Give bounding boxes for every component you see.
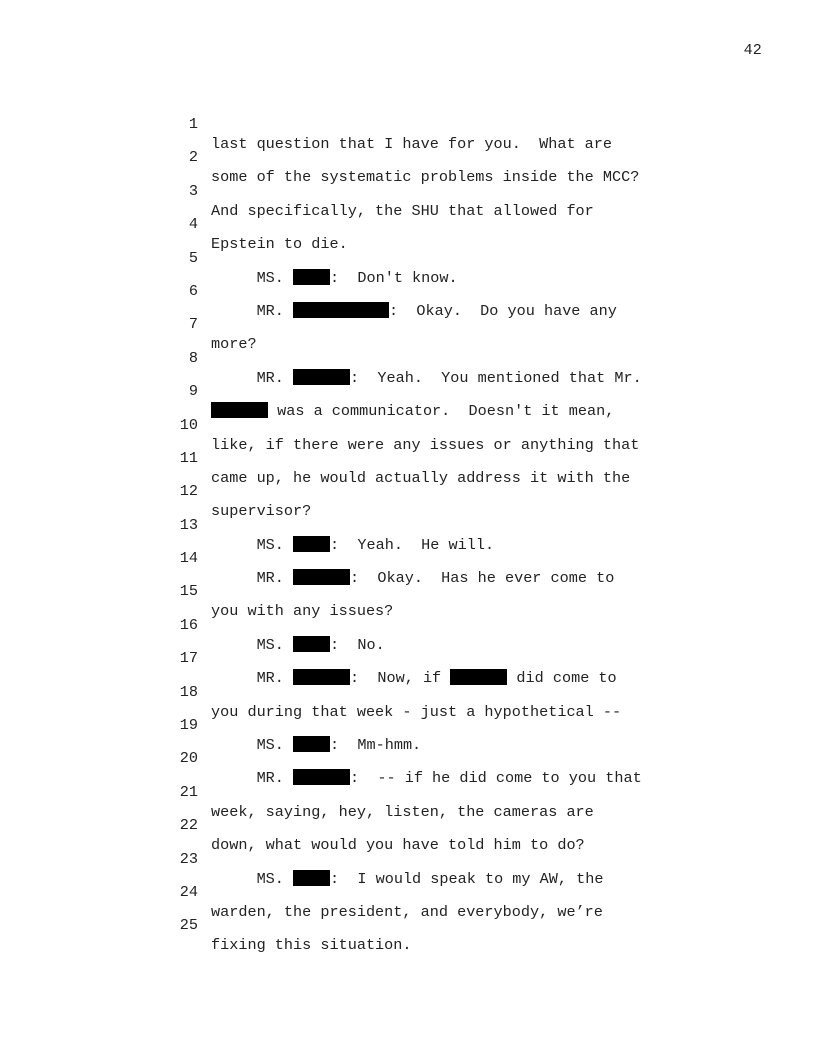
transcript-line [168, 161, 688, 220]
transcript-line [168, 662, 688, 721]
line-number: 8 [188, 348, 198, 367]
speaker-prefix: MS. [211, 635, 294, 654]
speech-text: : Yeah. He will. [330, 535, 495, 554]
line-text: more? [211, 335, 257, 354]
line-number: 17 [179, 649, 198, 668]
line-number: 10 [179, 415, 198, 434]
speech-text: : No. [330, 635, 385, 654]
transcript-line [168, 895, 688, 955]
line-number: 18 [179, 682, 198, 701]
line-number: 12 [179, 482, 198, 501]
line-number: 2 [188, 148, 198, 167]
line-text: you with any issues? [211, 602, 394, 621]
speech-text: : Yeah. You mentioned that Mr. [350, 368, 642, 387]
speaker-prefix: MR. [211, 301, 294, 320]
transcript-line [168, 127, 688, 187]
transcript-line [168, 862, 688, 921]
line-number: 9 [188, 382, 198, 401]
line-text: And specifically, the SHU that allowed for [211, 201, 594, 220]
line-text: like, if there were any issues or anything that [211, 435, 640, 454]
transcript-line [168, 328, 688, 387]
speaker-prefix: MS. [211, 869, 294, 888]
line-text: supervisor? [211, 502, 312, 521]
line-text: down, what would you have told him to do? [211, 836, 585, 855]
page-number: 42 [743, 42, 762, 59]
line-number: 22 [179, 816, 198, 835]
line-number: 4 [188, 215, 198, 234]
speaker-prefix: MS. [211, 535, 294, 554]
speech-text: : I would speak to my AW, the [330, 869, 604, 888]
speaker-prefix: MS. [211, 736, 294, 755]
line-number: 1 [188, 115, 198, 133]
transcript-body [168, 94, 688, 955]
line-number: 19 [179, 716, 198, 735]
transcript-line [168, 829, 688, 888]
transcript-line [168, 795, 688, 855]
line-text: last question that I have for you. What are [211, 135, 613, 153]
line-number: 7 [188, 315, 198, 334]
line-text: came up, he would actually address it with the [211, 468, 631, 487]
speaker-prefix: MR. [211, 669, 294, 688]
line-number: 11 [179, 448, 198, 467]
line-text: you during that week - just a hypothetical -- [211, 702, 622, 721]
speaker-prefix: MR. [211, 569, 294, 588]
transcript-line [168, 695, 688, 755]
transcript-line [168, 361, 688, 421]
speech-text: : -- if he did come to you that [350, 769, 642, 788]
speaker-prefix: MS. [211, 268, 294, 287]
line-number: 15 [179, 582, 198, 601]
line-number: 13 [179, 515, 198, 534]
transcript-line [168, 94, 688, 153]
speech-text: : Mm-hmm. [330, 736, 422, 755]
transcript-line [168, 294, 688, 354]
speech-text: : Now, if [350, 669, 451, 688]
line-text: fixing this situation. [211, 936, 412, 955]
line-text: week, saying, hey, listen, the cameras are [211, 802, 594, 821]
speaker-prefix: MR. [211, 769, 294, 788]
transcript-line [168, 194, 688, 254]
transcript-line [168, 595, 688, 654]
line-number: 16 [179, 615, 198, 634]
speech-text: was a communicator. Doesn't it mean, [268, 402, 615, 421]
line-number: 25 [179, 916, 198, 935]
transcript-line [168, 461, 688, 521]
transcript-line [168, 495, 688, 554]
line-number: 14 [179, 549, 198, 568]
line-number: 21 [179, 782, 198, 801]
transcript-line [168, 628, 688, 688]
transcript-line [168, 561, 688, 621]
line-number: 24 [179, 882, 198, 901]
line-number: 6 [188, 281, 198, 300]
transcript-line [168, 261, 688, 320]
speech-text: : Okay. Do you have any [389, 301, 617, 320]
line-number: 20 [179, 749, 198, 768]
speech-text: did come to [507, 669, 617, 688]
transcript-line [168, 395, 688, 454]
transcript-line [168, 228, 688, 287]
speech-text: : Don't know. [330, 268, 458, 287]
transcript-line [168, 762, 688, 821]
speaker-prefix: MR. [211, 368, 294, 387]
line-text: some of the systematic problems inside the MCC? [211, 168, 640, 187]
transcript-line [168, 428, 688, 487]
transcript-line [168, 528, 688, 588]
line-number: 23 [179, 849, 198, 868]
line-number: 3 [188, 181, 198, 200]
line-text: Epstein to die. [211, 235, 348, 254]
line-number: 5 [188, 248, 198, 267]
speech-text: : Okay. Has he ever come to [350, 569, 615, 588]
transcript-line [168, 728, 688, 788]
line-text: warden, the president, and everybody, we’re [211, 902, 603, 921]
